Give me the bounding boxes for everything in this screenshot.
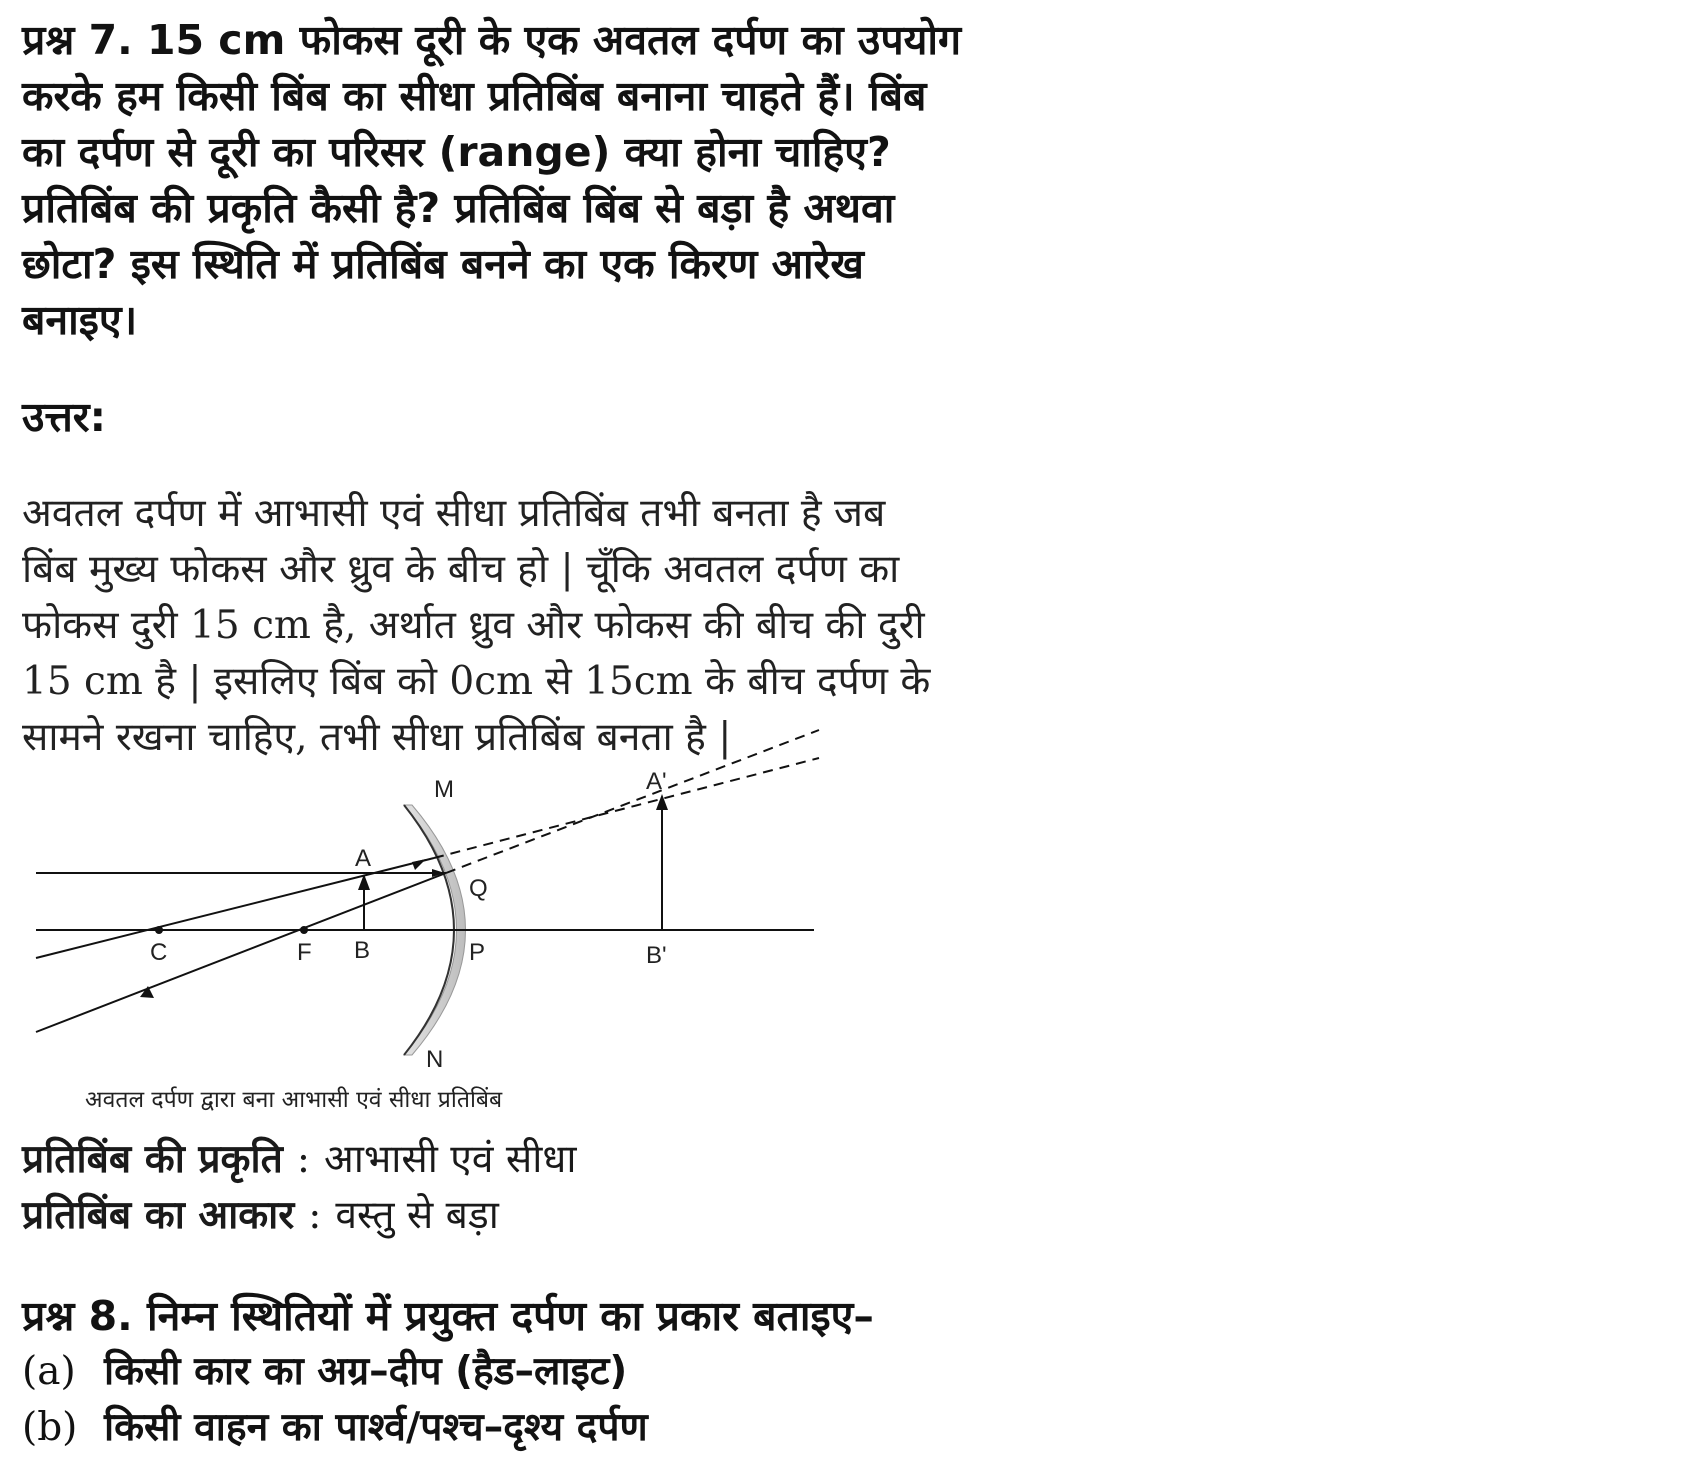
question-7-line: छोटा? इस स्थिति में प्रतिबिंब बनने का एक किरण आरेख	[22, 240, 864, 288]
pole-label: P	[469, 939, 486, 966]
question-8-item	[22, 1344, 874, 1400]
virtual-ray-extension	[434, 758, 819, 858]
figure-caption: अवतल दर्पण द्वारा बना आभासी एवं सीधा प्रतिबिंब	[85, 1087, 503, 1113]
item-text: किसी वाहन का पार्श्व/पश्च–दृश्य दर्पण	[104, 1405, 648, 1450]
property-value: वस्तु से बड़ा	[335, 1193, 499, 1238]
question-7-line: करके हम किसी बिंब का सीधा प्रतिबिंब बनाना चाहते हैं। बिंब	[22, 72, 927, 120]
question-7-line: प्रतिबिंब की प्रकृति कैसी है? प्रतिबिंब बिंब से बड़ा है अथवा	[22, 184, 895, 232]
answer-line: सामने रखना चाहिए, तभी सीधा प्रतिबिंब बनता है |	[22, 715, 732, 760]
reflected-ray-through-focus	[36, 873, 446, 1032]
mirror-label-m: M	[434, 776, 454, 803]
object-base-label: B	[354, 937, 371, 964]
item-marker: (b)	[22, 1405, 78, 1450]
mirror-label-n: N	[426, 1046, 444, 1073]
property-separator: :	[308, 1193, 322, 1238]
answer-heading: उत्तर:	[22, 393, 106, 441]
image-tip-label: A'	[646, 768, 667, 795]
image-properties	[22, 1132, 576, 1244]
centre-label: C	[150, 939, 168, 966]
property-separator: :	[296, 1137, 310, 1182]
property-value: आभासी एवं सीधा	[323, 1137, 577, 1182]
property-row	[22, 1132, 576, 1188]
object-tip-label: A	[355, 845, 372, 872]
question-8-title: प्रश्न 8. निम्न स्थितियों में प्रयुक्त दर्पण का प्रकार बताइए–	[22, 1292, 874, 1340]
answer-line: 15 cm है | इसलिए बिंब को 0cm से 15cm के बीच दर्पण के	[22, 659, 931, 704]
property-row	[22, 1188, 576, 1244]
focus-point	[300, 926, 308, 934]
question-7	[22, 12, 1662, 348]
image-arrowhead	[656, 794, 668, 810]
item-marker: (a)	[22, 1349, 76, 1394]
question-7-line: बनाइए।	[22, 296, 138, 344]
answer-line: अवतल दर्पण में आभासी एवं सीधा प्रतिबिंब तभी बनता है जब	[22, 491, 886, 536]
incidence-point-label: Q	[469, 875, 488, 902]
ray-arrow	[412, 859, 426, 870]
document-page	[22, 12, 1662, 766]
property-label: प्रतिबिंब का आकार	[22, 1193, 295, 1238]
question-7-line: प्रश्न 7. 15 cm फोकस दूरी के एक अवतल दर्पण का उपयोग	[22, 16, 962, 64]
focus-label: F	[297, 939, 312, 966]
property-label: प्रतिबिंब की प्रकृति	[22, 1137, 283, 1182]
question-7-line: का दर्पण से दूरी का परिसर (range) क्या होना चाहिए?	[22, 128, 891, 176]
centre-of-curvature-point	[155, 926, 163, 934]
question-8-item	[22, 1400, 874, 1456]
answer-line: बिंब मुख्य फोकस और ध्रुव के बीच हो | चूँकि अवतल दर्पण का	[22, 547, 900, 592]
ray-diagram-svg	[14, 710, 834, 1080]
answer-line: फोकस दुरी 15 cm है, अर्थात ध्रुव और फोकस की बीच की दुरी	[22, 603, 925, 648]
virtual-ray-extension	[446, 730, 819, 873]
image-base-label: B'	[646, 942, 667, 969]
question-8	[22, 1288, 874, 1456]
item-text: किसी कार का अग्र–दीप (हैड–लाइट)	[104, 1349, 628, 1394]
ray-diagram	[14, 710, 834, 1090]
